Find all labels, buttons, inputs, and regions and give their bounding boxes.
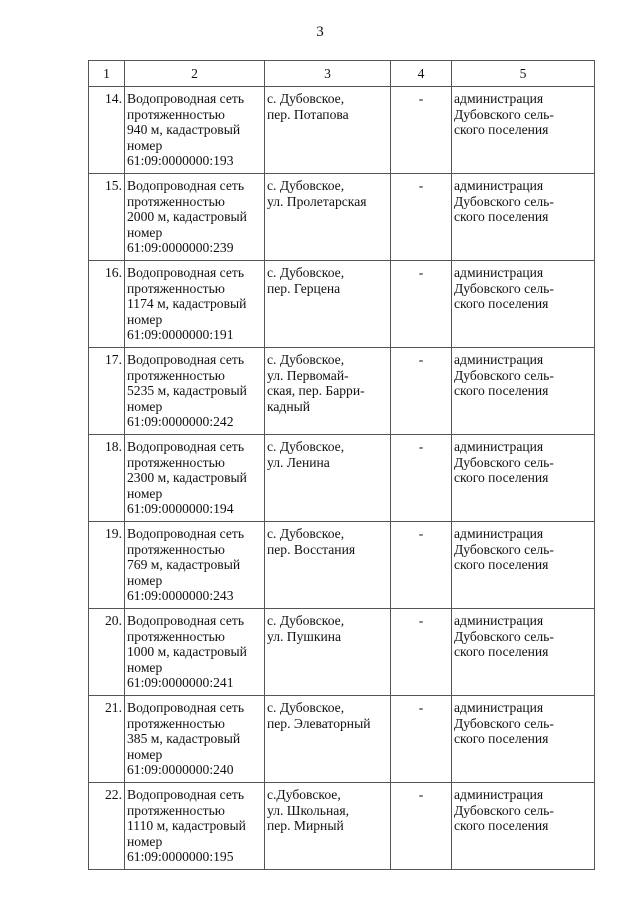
address-cell [265,522,391,609]
owner-line: Дубовского сель- [454,106,554,122]
owner-line: администрация [454,352,544,367]
owner-line: Дубовского сель- [454,367,554,383]
object-name-line: Водопроводная сеть [127,787,245,802]
object-name-line: протяженностью [127,802,225,818]
address-line: ул. Ленина [267,454,330,470]
address-line: пер. Восстания [267,541,356,557]
owner-line: Дубовского сель- [454,715,554,731]
address-line: с. Дубовское, [267,352,345,367]
owner-cell [452,261,595,348]
table-row [89,783,595,870]
column-header: 4 [391,61,452,87]
object-name-line: номер [127,137,163,153]
object-name-line: Водопроводная сеть [127,439,245,454]
area-cell: - [391,522,452,609]
object-name-line: 61:09:0000000:195 [127,849,234,864]
table-row [89,348,595,435]
object-name-line: Водопроводная сеть [127,526,245,541]
object-name-line: 61:09:0000000:242 [127,414,234,429]
object-name-line: протяженностью [127,541,225,557]
object-name-line: 2000 м, кадастровый [127,209,247,224]
area-cell: - [391,348,452,435]
table-row [89,609,595,696]
object-name-cell [125,435,265,522]
area-cell: - [391,783,452,870]
table-row [89,174,595,261]
object-name-line: Водопроводная сеть [127,613,245,628]
address-cell [265,783,391,870]
address-line: с. Дубовское, [267,178,345,193]
object-name-line: Водопроводная сеть [127,178,245,193]
object-name-line: номер [127,398,163,414]
row-number: 21. [89,696,125,783]
owner-line: ского поселения [454,818,549,833]
object-name-line: 61:09:0000000:239 [127,240,234,255]
object-name-line: 61:09:0000000:241 [127,675,234,690]
owner-line: ского поселения [454,644,549,659]
address-line: пер. Герцена [267,280,341,296]
object-name-line: 1110 м, кадастровый [127,818,246,833]
address-line: пер. Мирный [267,818,344,833]
owner-line: ского поселения [454,731,549,746]
owner-line: Дубовского сель- [454,628,554,644]
area-cell: - [391,261,452,348]
table-row [89,435,595,522]
owner-line: Дубовского сель- [454,454,554,470]
object-name-line: 1174 м, кадастровый [127,296,247,311]
object-name-cell [125,696,265,783]
object-name-line: 1000 м, кадастровый [127,644,247,659]
address-cell [265,609,391,696]
object-name-line: 5235 м, кадастровый [127,383,247,398]
object-name-line: 769 м, кадастровый [127,557,241,572]
table-row [89,261,595,348]
object-name-line: номер [127,659,163,675]
object-name-line: номер [127,485,163,501]
object-name-line: протяженностью [127,193,225,209]
address-line: ул. Пролетарская [267,193,367,209]
object-name-line: 2300 м, кадастровый [127,470,247,485]
owner-line: администрация [454,700,544,715]
object-name-cell [125,174,265,261]
owner-cell [452,522,595,609]
object-name-line: 61:09:0000000:194 [127,501,234,516]
row-number: 20. [89,609,125,696]
object-name-cell [125,609,265,696]
object-name-line: номер [127,572,163,588]
owner-line: ского поселения [454,557,549,572]
address-line: с. Дубовское, [267,526,345,541]
owner-line: Дубовского сель- [454,802,554,818]
table-body [89,61,595,870]
owner-cell [452,87,595,174]
object-name-line: протяженностью [127,454,225,470]
address-cell [265,174,391,261]
address-line: с. Дубовское, [267,439,345,454]
object-name-line: протяженностью [127,367,225,383]
address-line: с. Дубовское, [267,613,345,628]
object-name-line: 61:09:0000000:191 [127,327,234,342]
owner-line: Дубовского сель- [454,280,554,296]
address-line: ул. Пушкина [267,628,342,644]
owner-line: ского поселения [454,296,549,311]
area-cell: - [391,174,452,261]
owner-line: администрация [454,613,544,628]
address-line: с.Дубовское, [267,787,341,802]
address-line: ул. Первомай- [267,367,349,383]
page-number: 3 [316,24,324,40]
area-cell: - [391,696,452,783]
object-name-line: 940 м, кадастровый [127,122,241,137]
table-row [89,522,595,609]
row-number: 22. [89,783,125,870]
address-line: с. Дубовское, [267,265,345,280]
column-header: 5 [452,61,595,87]
column-header: 2 [125,61,265,87]
table-row [89,696,595,783]
row-number: 19. [89,522,125,609]
object-name-line: Водопроводная сеть [127,352,245,367]
owner-line: администрация [454,787,544,802]
owner-cell [452,696,595,783]
owner-line: администрация [454,265,544,280]
object-name-cell [125,261,265,348]
column-header: 3 [265,61,391,87]
object-name-line: Водопроводная сеть [127,265,245,280]
address-cell [265,696,391,783]
object-name-line: номер [127,224,163,240]
object-name-line: протяженностью [127,280,225,296]
object-name-line: 61:09:0000000:193 [127,153,234,168]
owner-line: ского поселения [454,122,549,137]
object-name-line: протяженностью [127,628,225,644]
owner-line: Дубовского сель- [454,541,554,557]
area-cell: - [391,435,452,522]
object-name-cell [125,522,265,609]
owner-line: ского поселения [454,470,549,485]
row-number: 15. [89,174,125,261]
address-line: пер. Элеваторный [267,715,371,731]
owner-line: ского поселения [454,383,549,398]
address-line: ская, пер. Барри- [267,383,365,398]
address-line: ул. Школьная, [267,802,349,818]
owner-cell [452,435,595,522]
object-name-cell [125,348,265,435]
owner-line: администрация [454,526,544,541]
address-line: с. Дубовское, [267,700,345,715]
address-line: с. Дубовское, [267,91,345,106]
row-number: 17. [89,348,125,435]
owner-cell [452,783,595,870]
object-name-line: 385 м, кадастровый [127,731,241,746]
object-name-line: 61:09:0000000:240 [127,762,234,777]
property-table [88,60,595,870]
address-cell [265,87,391,174]
area-cell: - [391,87,452,174]
row-number: 18. [89,435,125,522]
object-name-line: протяженностью [127,715,225,731]
address-cell [265,348,391,435]
address-line: кадный [267,398,311,414]
column-header: 1 [89,61,125,87]
owner-cell [452,174,595,261]
owner-line: ского поселения [454,209,549,224]
owner-line: администрация [454,439,544,454]
object-name-line: 61:09:0000000:243 [127,588,234,603]
object-name-line: номер [127,311,163,327]
object-name-cell [125,87,265,174]
address-cell [265,435,391,522]
object-name-line: номер [127,746,163,762]
owner-line: администрация [454,91,544,106]
address-cell [265,261,391,348]
owner-cell [452,609,595,696]
object-name-line: номер [127,833,163,849]
object-name-line: Водопроводная сеть [127,700,245,715]
row-number: 16. [89,261,125,348]
address-line: пер. Потапова [267,106,349,122]
table-row [89,87,595,174]
area-cell: - [391,609,452,696]
table-header-row [89,61,595,87]
object-name-cell [125,783,265,870]
owner-cell [452,348,595,435]
owner-line: администрация [454,178,544,193]
object-name-line: Водопроводная сеть [127,91,245,106]
row-number: 14. [89,87,125,174]
object-name-line: протяженностью [127,106,225,122]
owner-line: Дубовского сель- [454,193,554,209]
